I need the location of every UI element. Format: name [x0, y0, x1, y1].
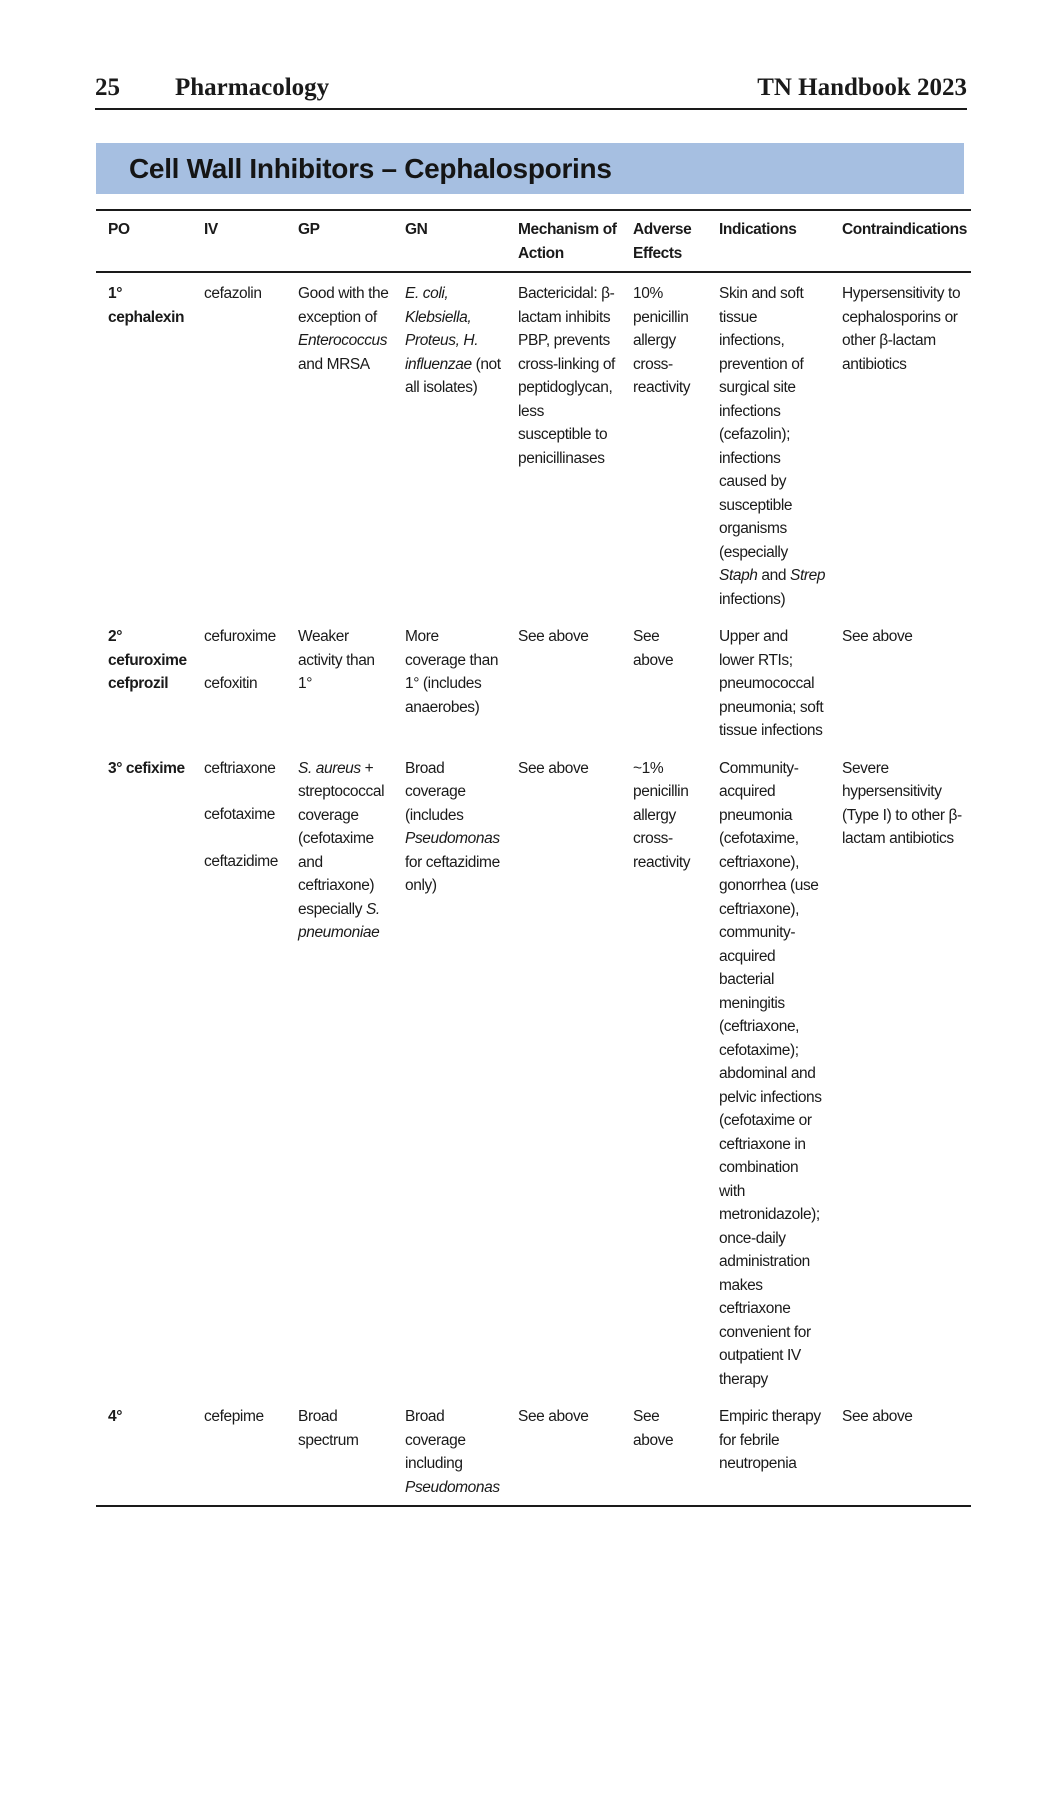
column-header: PO [108, 221, 130, 238]
po-cell: 4° [108, 1408, 123, 1425]
table-row [96, 272, 971, 625]
mechanism-cell: See above [518, 628, 589, 645]
contraindications-cell: Hypersensitivity to cephalosporins or other β-lactam antibiotics [842, 285, 961, 373]
table-row [96, 1405, 971, 1506]
iv-drug: ceftazidime [204, 852, 278, 870]
adverse-effects-cell: See above [633, 1408, 674, 1449]
indications-cell: Community-acquired pneumonia (cefotaxime, ceftriaxone), gonorrhea (use ceftriaxone), community-acquired bacterial meningitis (ceftriaxone, cefotaxime); abdominal and pelvic infections (cefotaxime or ceftriaxone in combination with metronidazole); once-daily administration makes ceftriaxone convenient for outpatient IV therapy [719, 759, 822, 1388]
running-head [95, 74, 967, 110]
cephalosporin-table [96, 209, 971, 1507]
gp-cell: Good with the exception of Enterococcus and MRSA [298, 285, 389, 373]
column-header: IV [204, 221, 218, 238]
iv-cell [192, 625, 286, 757]
indications-cell: Upper and lower RTIs; pneumococcal pneumonia; soft tissue infections [719, 628, 824, 739]
banner-title: Cell Wall Inhibitors – Cephalosporins [96, 143, 964, 194]
table-row [96, 625, 971, 757]
gp-cell: S. aureus + streptococcal coverage (cefotaxime and ceftriaxone) especially S. pneumoniae [298, 759, 385, 941]
column-header: Adverse Effects [633, 221, 692, 262]
column-header: GP [298, 221, 320, 238]
contraindications-cell: See above [842, 628, 913, 645]
iv-cell [192, 1405, 286, 1506]
iv-drug: cefepime [204, 1408, 264, 1425]
section-title: Pharmacology [175, 74, 330, 101]
book-title: TN Handbook 2023 [757, 74, 967, 101]
iv-drug: cefazolin [204, 285, 262, 302]
indications-cell: Empiric therapy for febrile neutropenia [719, 1408, 821, 1472]
gn-cell: Broad coverage (includes Pseudomonas for ceftazidime only) [405, 759, 500, 894]
gn-cell: More coverage than 1° (includes anaerobes) [405, 628, 499, 716]
po-cell: 1° cephalexin [108, 285, 185, 326]
po-cell: 2° cefuroxime cefprozil [108, 628, 187, 692]
indications-cell: Skin and soft tissue infections, prevention of surgical site infections (cefazolin); infections caused by susceptible organisms (especially Staph and Strep infections) [719, 285, 826, 608]
contraindications-cell: Severe hypersensitivity (Type I) to other β-lactam antibiotics [842, 759, 962, 847]
column-header: GN [405, 221, 428, 238]
iv-drug: cefuroxime [204, 628, 276, 645]
gp-cell: Weaker activity than 1° [298, 628, 375, 692]
gn-cell: Broad coverage including Pseudomonas [405, 1408, 500, 1496]
iv-drug: cefotaxime [204, 806, 275, 823]
iv-drug: cefoxitin [204, 674, 258, 692]
mechanism-cell: See above [518, 1408, 589, 1425]
page-number: 25 [95, 74, 120, 101]
contraindications-cell: See above [842, 1408, 913, 1425]
gp-cell: Broad spectrum [298, 1408, 359, 1449]
mechanism-cell: Bactericidal: β-lactam inhibits PBP, prevents cross-linking of peptidoglycan, less susceptible to penicillinases [518, 285, 615, 467]
gn-cell: E. coli, Klebsiella, Proteus, H. influenzae (not all isolates) [405, 285, 501, 396]
table-row [96, 757, 971, 1406]
po-cell: 3° cefixime [108, 759, 185, 777]
iv-drug: ceftriaxone [204, 759, 276, 777]
iv-cell [192, 757, 286, 1406]
column-header: Contraindications [842, 221, 967, 238]
adverse-effects-cell: 10% penicillin allergy cross-reactivity [633, 285, 691, 396]
mechanism-cell: See above [518, 759, 589, 777]
adverse-effects-cell: ~1% penicillin allergy cross-reactivity [633, 759, 691, 871]
column-header: Mechanism of Action [518, 221, 617, 262]
table-header-row [96, 210, 971, 272]
iv-cell [192, 272, 286, 625]
adverse-effects-cell: See above [633, 628, 674, 669]
column-header: Indications [719, 221, 797, 238]
